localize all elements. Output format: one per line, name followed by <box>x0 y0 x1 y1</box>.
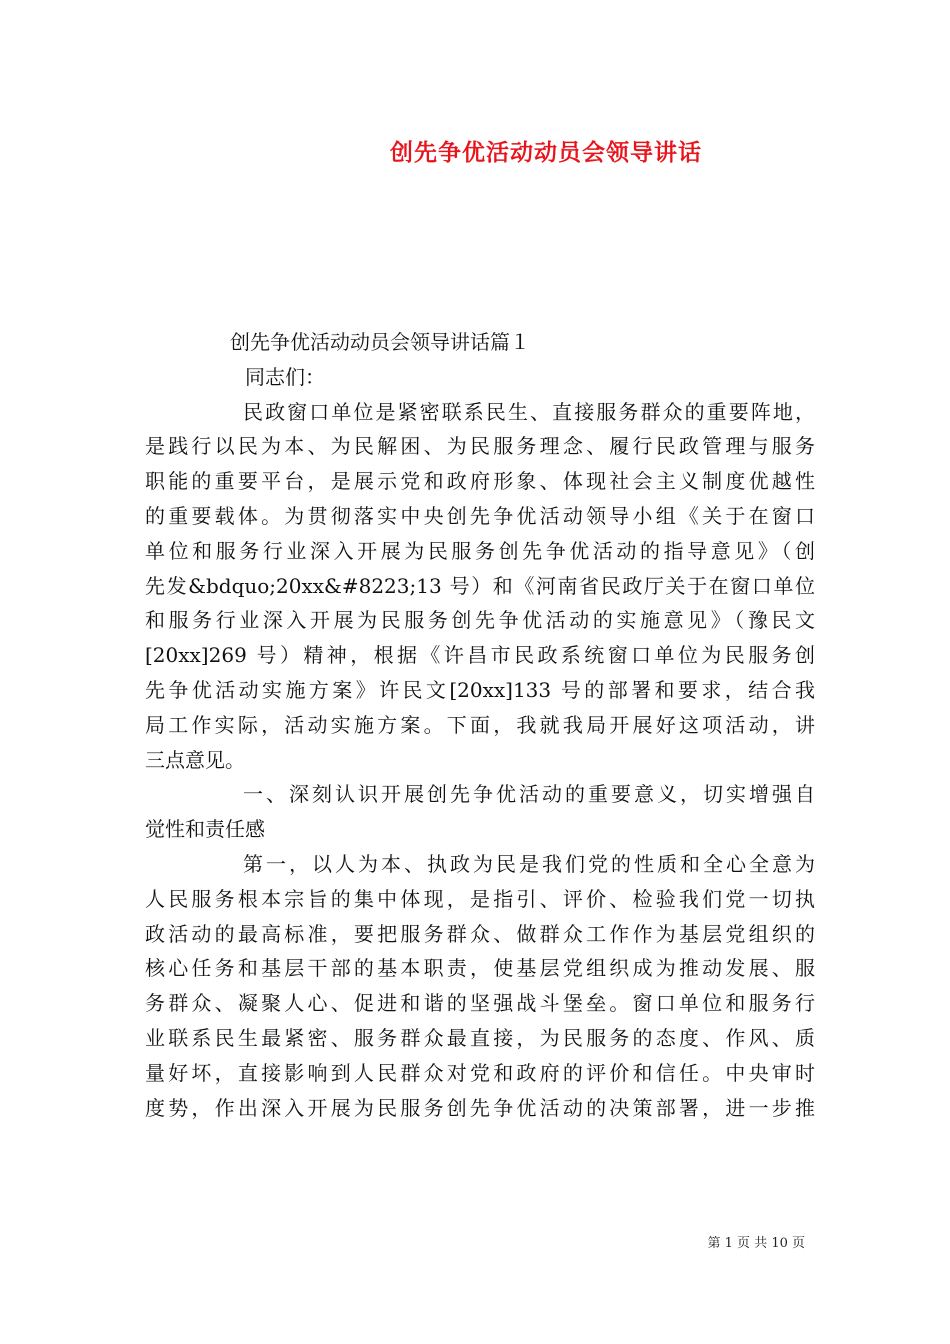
body-line: 先发&bdquo;20xx&#8223;13 号）和《河南省民政厅关于在窗口单位 <box>145 573 815 598</box>
body-line: 业联系民生最紧密、服务群众最直接，为民服务的态度、作风、质 <box>145 1025 815 1050</box>
body-line: 同志们： <box>245 364 325 389</box>
page-number-footer: 第 1 页 共 10 页 <box>707 1236 805 1251</box>
body-line: 是践行以民为本、为民解困、为民服务理念、履行民政管理与服务 <box>145 434 815 459</box>
body-line: 民政窗口单位是紧密联系民生、直接服务群众的重要阵地， <box>243 399 815 424</box>
body-line: 度势，作出深入开展为民服务创先争优活动的决策部署，进一步推 <box>145 1095 815 1120</box>
body-line: 和服务行业深入开展为民服务创先争优活动的实施意见》（豫民文 <box>145 608 815 633</box>
body-line: 觉性和责任感 <box>145 817 265 842</box>
body-line: 核心任务和基层干部的基本职责，使基层党组织成为推动发展、服 <box>145 956 815 981</box>
body-line: [20xx]269 号）精神，根据《许昌市民政系统窗口单位为民服务创 <box>145 643 815 668</box>
body-line: 单位和服务行业深入开展为民服务创先争优活动的指导意见》（创 <box>145 538 815 563</box>
body-line: 一、深刻认识开展创先争优活动的重要意义，切实增强自 <box>243 782 815 807</box>
body-line: 人民服务根本宗旨的集中体现，是指引、评价、检验我们党一切执 <box>145 886 815 911</box>
body-line: 职能的重要平台，是展示党和政府形象、体现社会主义制度优越性 <box>145 469 815 494</box>
body-line: 量好坏，直接影响到人民群众对党和政府的评价和信任。中央审时 <box>145 1060 815 1085</box>
body-line: 第一，以人为本、执政为民是我们党的性质和全心全意为 <box>243 851 815 876</box>
body-line: 政活动的最高标准，要把服务群众、做群众工作作为基层党组织的 <box>145 921 815 946</box>
document-title: 创先争优活动动员会领导讲话 <box>390 139 702 166</box>
body-line: 局工作实际，活动实施方案。下面，我就我局开展好这项活动，讲 <box>145 712 815 737</box>
body-line: 三点意见。 <box>145 747 245 772</box>
body-line: 的重要载体。为贯彻落实中央创先争优活动领导小组《关于在窗口 <box>145 503 815 528</box>
document-body <box>145 325 815 1125</box>
body-line: 务群众、凝聚人心、促进和谐的坚强战斗堡垒。窗口单位和服务行 <box>145 991 815 1016</box>
body-line: 先争优活动实施方案》许民文[20xx]133 号的部署和要求，结合我 <box>145 677 815 702</box>
body-line: 创先争优活动动员会领导讲话篇１ <box>230 330 530 354</box>
